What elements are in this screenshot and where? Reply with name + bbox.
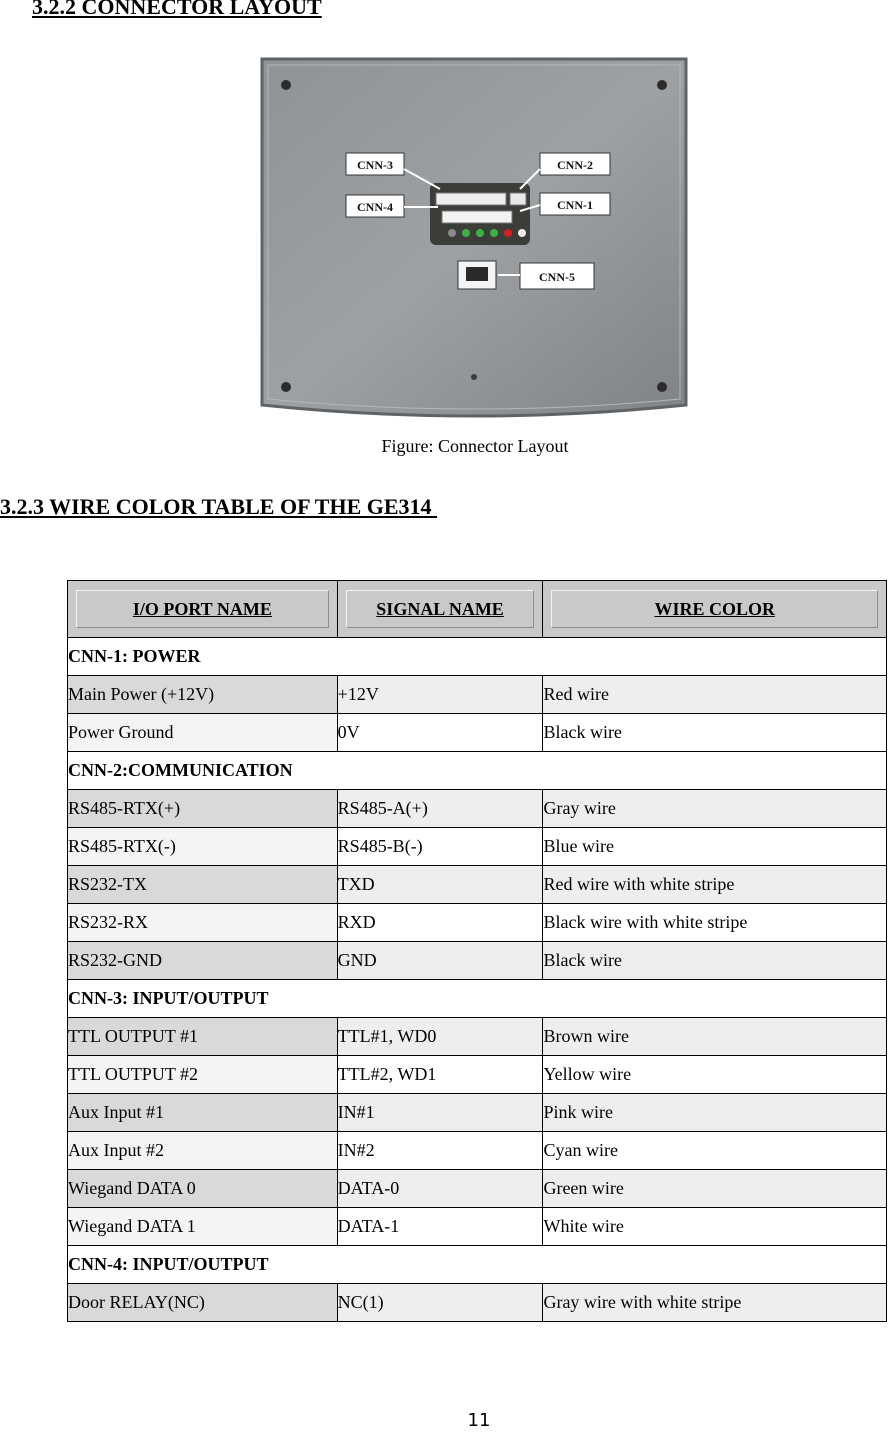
table-row: Wiegand DATA 1 DATA-1 White wire bbox=[68, 1208, 887, 1246]
table-row: Aux Input #2 IN#2 Cyan wire bbox=[68, 1132, 887, 1170]
group-row-cnn3: CNN-3: INPUT/OUTPUT bbox=[68, 980, 887, 1018]
page-number: 11 bbox=[467, 1410, 491, 1431]
group-row-cnn4: CNN-4: INPUT/OUTPUT bbox=[68, 1246, 887, 1284]
header-io-port-name: I/O PORT NAME bbox=[68, 581, 338, 638]
wire-color-table bbox=[67, 580, 887, 1322]
header-signal-name: SIGNAL NAME bbox=[337, 581, 543, 638]
table-row: RS232-RX RXD Black wire with white stripe bbox=[68, 904, 887, 942]
group-row-cnn1: CNN-1: POWER bbox=[68, 638, 887, 676]
figure-caption: Figure: Connector Layout bbox=[381, 436, 569, 456]
table-row: RS485-RTX(+) RS485-A(+) Gray wire bbox=[68, 790, 887, 828]
table-row: Power Ground 0V Black wire bbox=[68, 714, 887, 752]
cnn2-label: CNN-2 bbox=[557, 158, 593, 172]
table-row: RS232-TX TXD Red wire with white stripe bbox=[68, 866, 887, 904]
table-row: Main Power (+12V) +12V Red wire bbox=[68, 676, 887, 714]
table-header-row bbox=[68, 581, 887, 638]
header-wire-color: WIRE COLOR bbox=[543, 581, 887, 638]
table-row: Wiegand DATA 0 DATA-0 Green wire bbox=[68, 1170, 887, 1208]
section-title-wire-color-table: 3.2.3 WIRE COLOR TABLE OF THE GE314 bbox=[0, 494, 438, 519]
group-row-cnn2: CNN-2:COMMUNICATION bbox=[68, 752, 887, 790]
section-title-connector-layout: 3.2.2 CONNECTOR LAYOUT bbox=[32, 0, 322, 19]
table-row: RS232-GND GND Black wire bbox=[68, 942, 887, 980]
cnn3-label: CNN-3 bbox=[357, 158, 393, 172]
cnn5-label: CNN-5 bbox=[539, 270, 575, 284]
table-row: TTL OUTPUT #1 TTL#1, WD0 Brown wire bbox=[68, 1018, 887, 1056]
connector-layout-photo bbox=[258, 55, 690, 423]
cnn4-label: CNN-4 bbox=[357, 200, 393, 214]
table-row: Door RELAY(NC) NC(1) Gray wire with white stripe bbox=[68, 1284, 887, 1322]
table-row: TTL OUTPUT #2 TTL#2, WD1 Yellow wire bbox=[68, 1056, 887, 1094]
cnn1-label: CNN-1 bbox=[557, 198, 593, 212]
table-row: RS485-RTX(-) RS485-B(-) Blue wire bbox=[68, 828, 887, 866]
table-row: Aux Input #1 IN#1 Pink wire bbox=[68, 1094, 887, 1132]
